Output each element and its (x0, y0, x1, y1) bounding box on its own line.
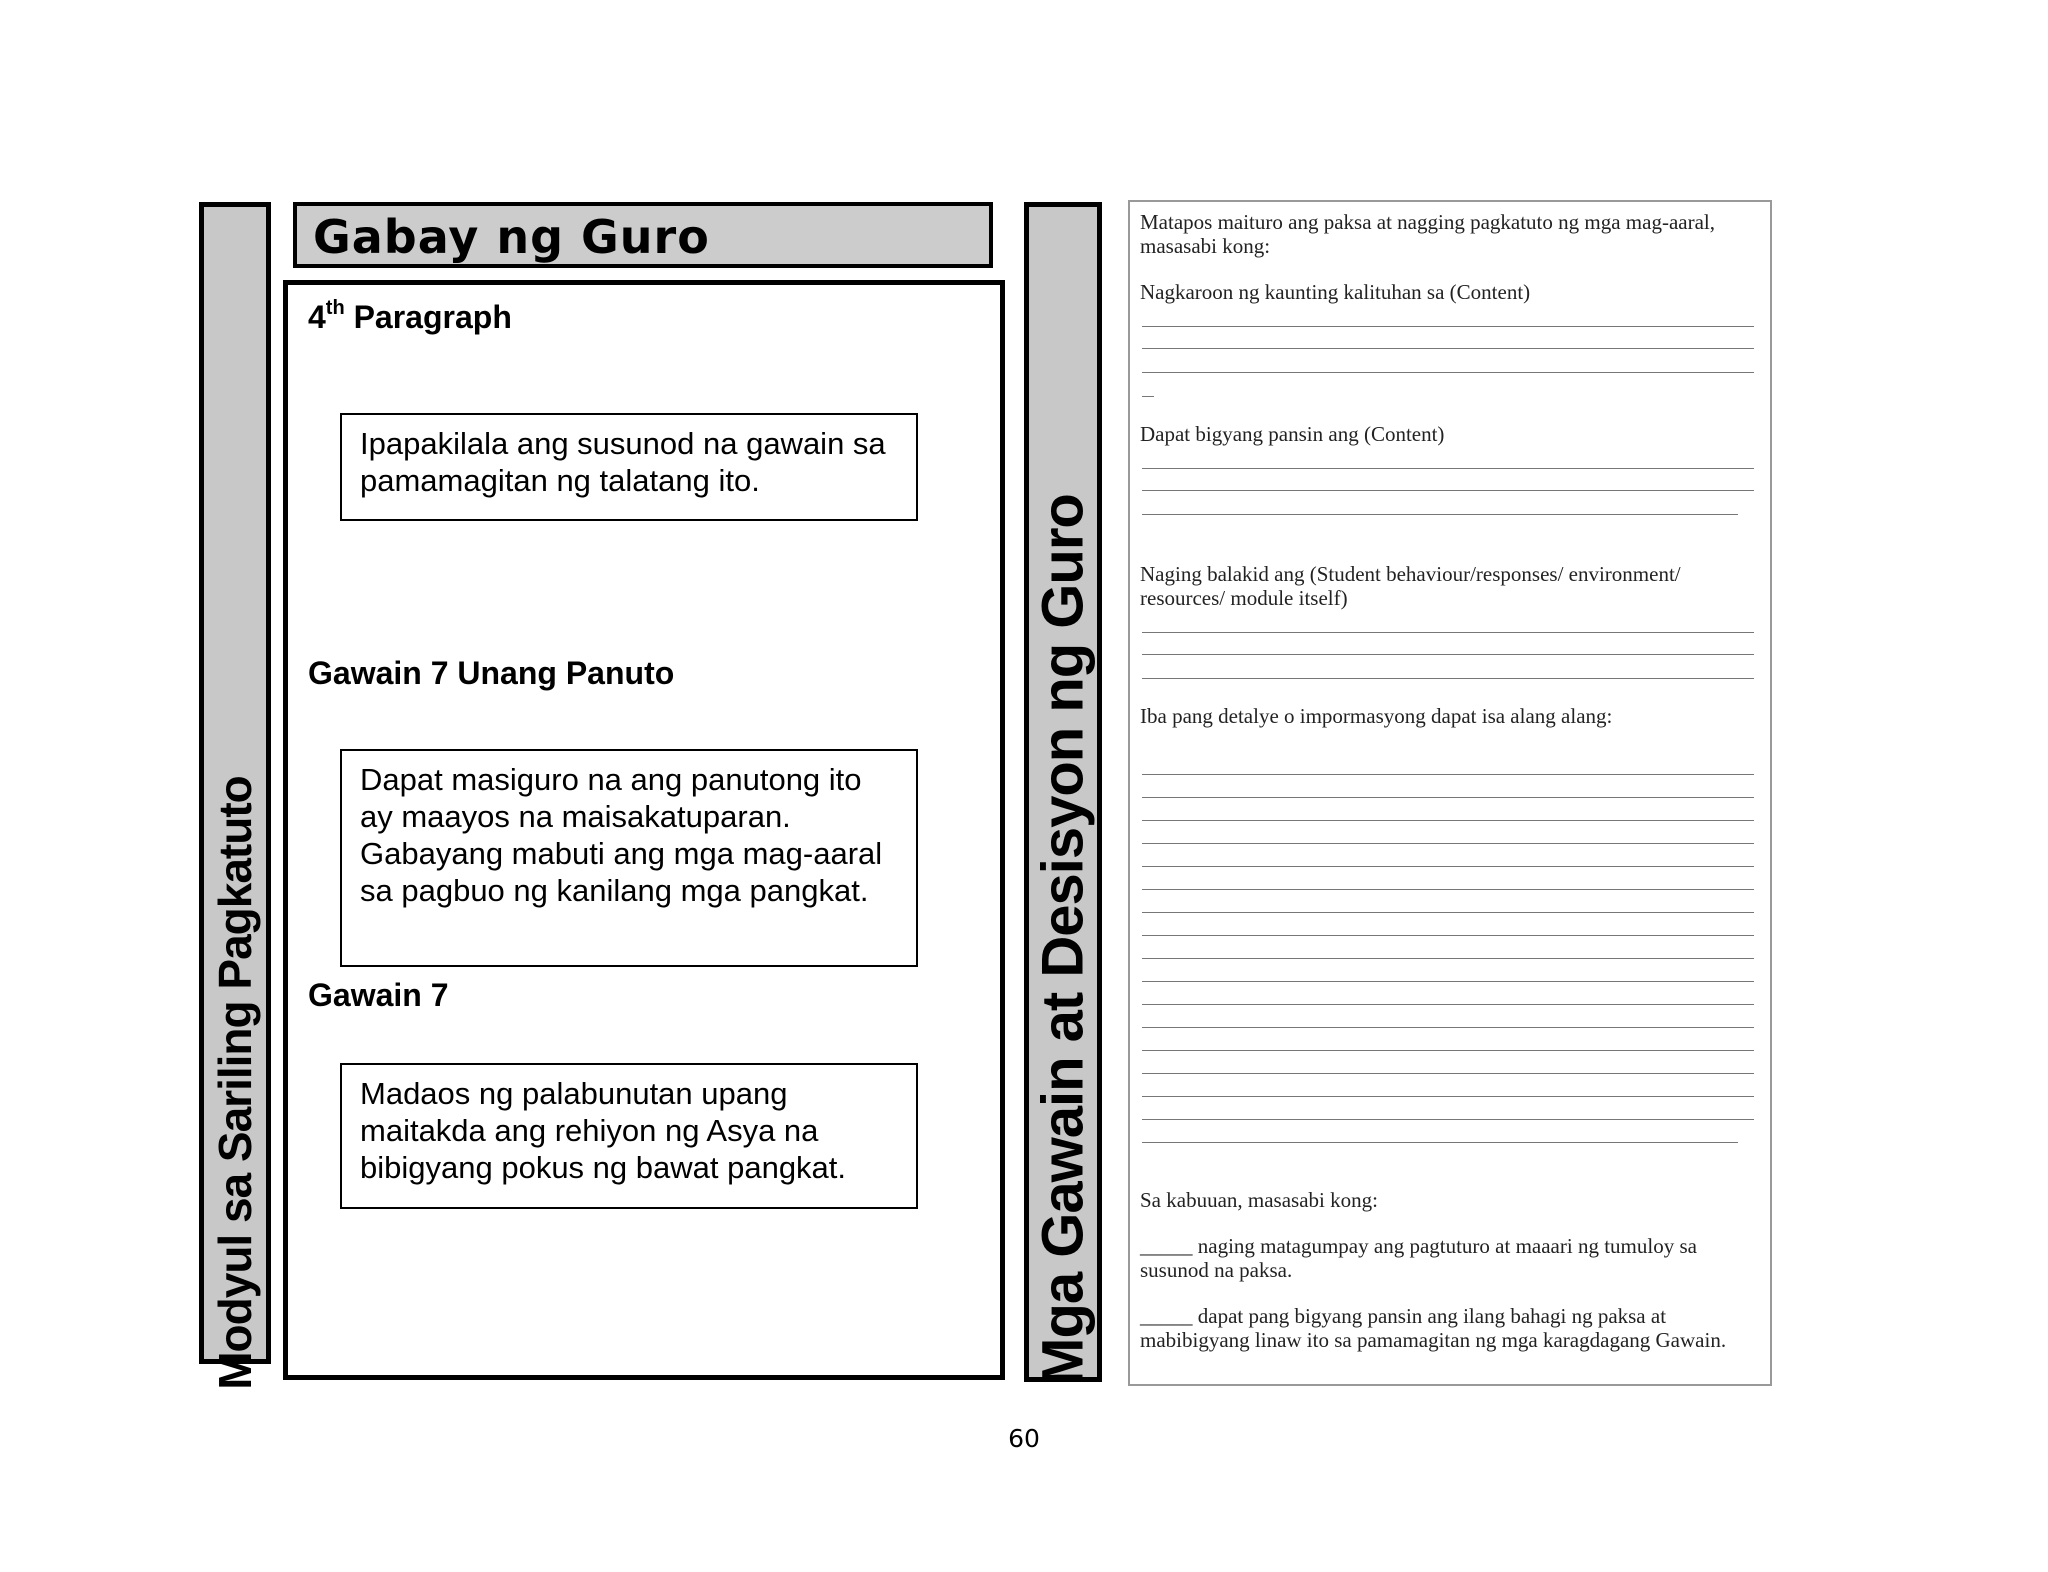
reflection-question-1: Nagkaroon ng kaunting kalituhan sa (Content) (1140, 280, 1531, 304)
answer-line (1142, 1073, 1754, 1074)
answer-line (1142, 912, 1754, 913)
answer-line (1142, 632, 1754, 633)
note-box-activity: Madaos ng palabunutan upang maitakda ang rehiyon ng Asya na bibigyang pokus ng bawat pangkat. (340, 1063, 918, 1209)
header-bar (293, 202, 993, 268)
summary-heading: Sa kabuuan, masasabi kong: (1140, 1188, 1378, 1212)
reflection-question-4: Iba pang detalye o impormasyong dapat isa alang alang: (1140, 704, 1613, 728)
paragraph-number: 4 (308, 299, 326, 335)
answer-line (1142, 654, 1754, 655)
answer-line (1142, 935, 1754, 936)
answer-line (1142, 981, 1754, 982)
answer-line (1142, 468, 1754, 469)
reflection-intro: Matapos maituro ang paksa at nagging pagkatuto ng mga mag-aaral, masasabi kong: (1140, 210, 1715, 258)
left-spine-label: Modyul sa Sariling Pagkatuto (209, 776, 261, 1390)
teacher-guide-box (283, 280, 1005, 1380)
answer-line (1142, 1027, 1754, 1028)
page-title: Gabay ng Guro (313, 210, 710, 264)
paragraph-ordinal: th (325, 297, 345, 319)
answer-line (1142, 889, 1754, 890)
note-box-intro: Ipapakilala ang susunod na gawain sa pamamagitan ng talatang ito. (340, 413, 918, 521)
answer-line (1142, 843, 1754, 844)
right-spine-label: Mga Gawain at Desisyon ng Guro (1030, 494, 1096, 1386)
answer-line (1142, 1142, 1738, 1143)
left-spine (199, 202, 271, 1390)
teacher-reflection-panel (1128, 200, 1772, 1386)
answer-line (1142, 1119, 1754, 1120)
answer-dash (1142, 396, 1154, 397)
reflection-question-2: Dapat bigyang pansin ang (Content) (1140, 422, 1445, 446)
answer-line (1142, 490, 1754, 491)
answer-line (1142, 1050, 1754, 1051)
answer-line (1142, 514, 1738, 515)
paragraph-heading (308, 297, 512, 336)
answer-line (1142, 372, 1754, 373)
summary-option-1: _____ naging matagumpay ang pagtuturo at maaari ng tumuloy sa susunod na paksa. (1140, 1234, 1697, 1282)
right-spine (1024, 202, 1102, 1386)
answer-line (1142, 1004, 1754, 1005)
paragraph-label: Paragraph (344, 299, 512, 335)
answer-line (1142, 958, 1754, 959)
answer-line (1142, 1096, 1754, 1097)
reflection-question-3: Naging balakid ang (Student behaviour/responses/ environment/ resources/ module itself) (1140, 562, 1681, 610)
summary-option-2: _____ dapat pang bigyang pansin ang ilang bahagi ng paksa at mabibigyang linaw ito sa pamamagitan ng mga karagdagang Gawain. (1140, 1304, 1727, 1352)
page-number: 60 (1008, 1424, 1040, 1453)
note-box-instructions: Dapat masiguro na ang panutong ito ay maayos na maisakatuparan. Gabayang mabuti ang mga mag-aaral sa pagbuo ng kanilang mga pangkat. (340, 749, 918, 967)
answer-line (1142, 797, 1754, 798)
activity-heading: Gawain 7 (308, 977, 449, 1013)
answer-line (1142, 774, 1754, 775)
answer-line (1142, 866, 1754, 867)
answer-line (1142, 820, 1754, 821)
answer-line (1142, 678, 1754, 679)
activity-heading-instructions: Gawain 7 Unang Panuto (308, 655, 675, 691)
answer-line (1142, 326, 1754, 327)
answer-line (1142, 348, 1754, 349)
